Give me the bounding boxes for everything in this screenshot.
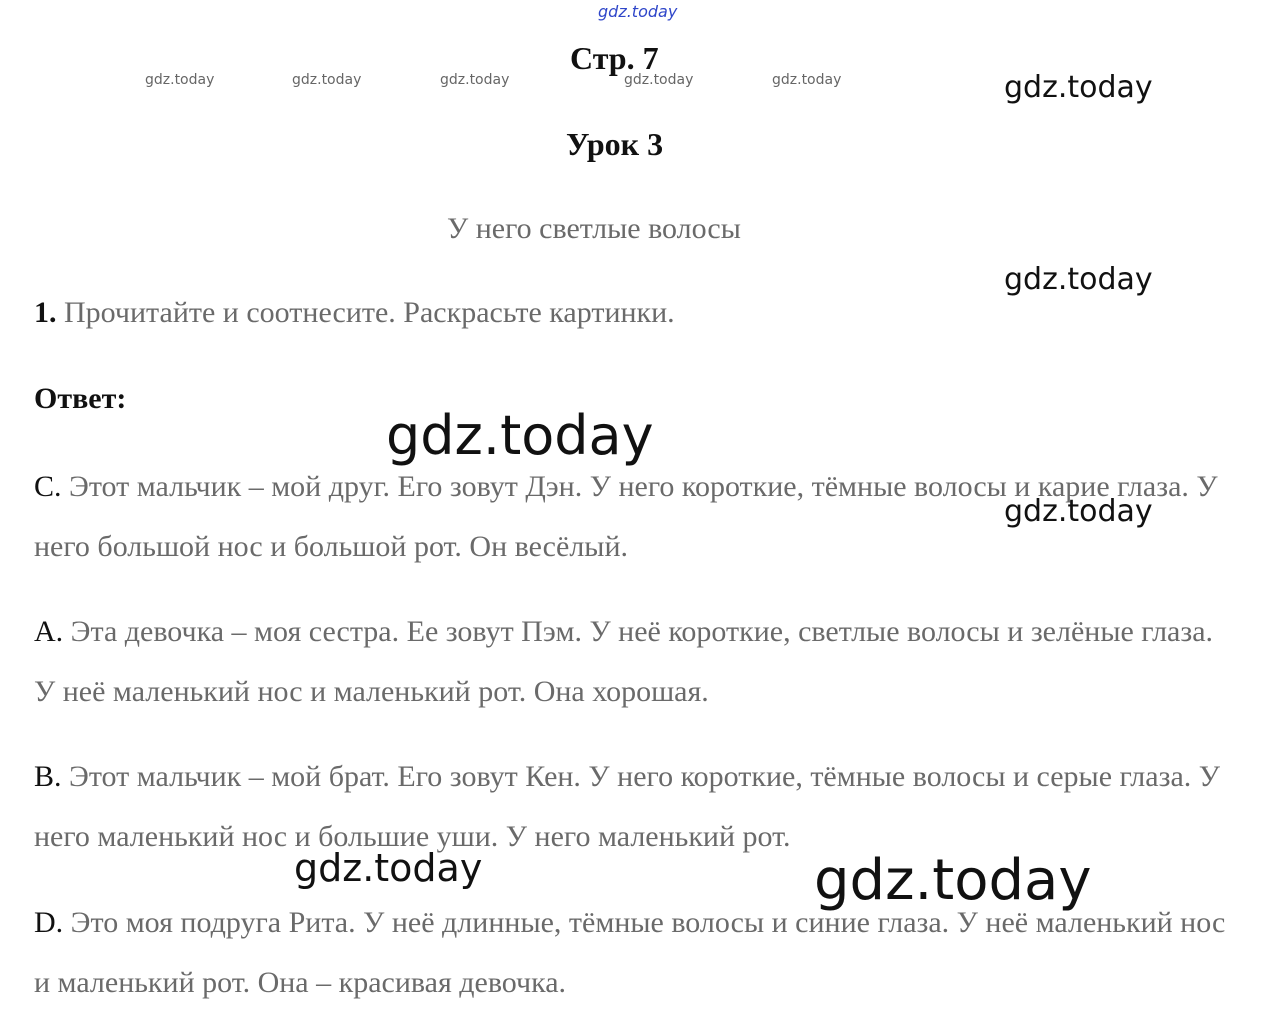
answer-text: Эта девочка – моя сестра. Ее зовут Пэм. У неё короткие, светлые волосы и зелёные глаза. У неё маленький нос и маленький рот. Она хорошая. [34, 615, 1214, 708]
watermark-small: gdz.today [292, 72, 362, 88]
lesson-title: Урок 3 [566, 126, 664, 162]
watermark-small: gdz.today [145, 72, 215, 88]
answer-letter: B. [34, 760, 62, 793]
answer-text: Этот мальчик – мой брат. Его зовут Кен. У него короткие, тёмные волосы и серые глаза. У него маленький нос и большие уши. У него маленький рот. [34, 760, 1221, 853]
answer-letter: A. [34, 615, 64, 648]
watermark-small: gdz.today [624, 72, 694, 88]
watermark-small: gdz.today [772, 72, 842, 88]
watermark-center: gdz.today [386, 404, 654, 467]
task-number: 1. [34, 296, 57, 329]
answer-paragraph [34, 893, 1234, 1013]
watermark-bottom-left: gdz.today [294, 846, 483, 890]
watermark-bottom-right: gdz.today [814, 848, 1092, 913]
answer-text: Это моя подруга Рита. У неё длинные, тёмные волосы и синие глаза. У неё маленький нос и маленький рот. Она – красивая девочка. [34, 906, 1226, 999]
task-text: Прочитайте и соотнесите. Раскрасьте картинки. [64, 296, 675, 329]
watermark-right: gdz.today [1004, 494, 1153, 529]
lesson-subtitle: У него светлые волосы [447, 212, 741, 245]
answer-text: Этот мальчик – мой друг. Его зовут Дэн. У него короткие, тёмные волосы и карие глаза. У него большой нос и большой рот. Он весёлый. [34, 470, 1218, 563]
watermark-top: gdz.today [598, 2, 678, 21]
watermark-small: gdz.today [440, 72, 510, 88]
watermark-right: gdz.today [1004, 262, 1153, 297]
page-number: Стр. 7 [570, 40, 659, 76]
answer-letter: C. [34, 470, 62, 503]
watermark-right: gdz.today [1004, 70, 1153, 105]
task-line [34, 296, 675, 330]
answer-label: Ответ: [34, 382, 127, 415]
answer-paragraph [34, 602, 1234, 722]
answer-letter: D. [34, 906, 64, 939]
